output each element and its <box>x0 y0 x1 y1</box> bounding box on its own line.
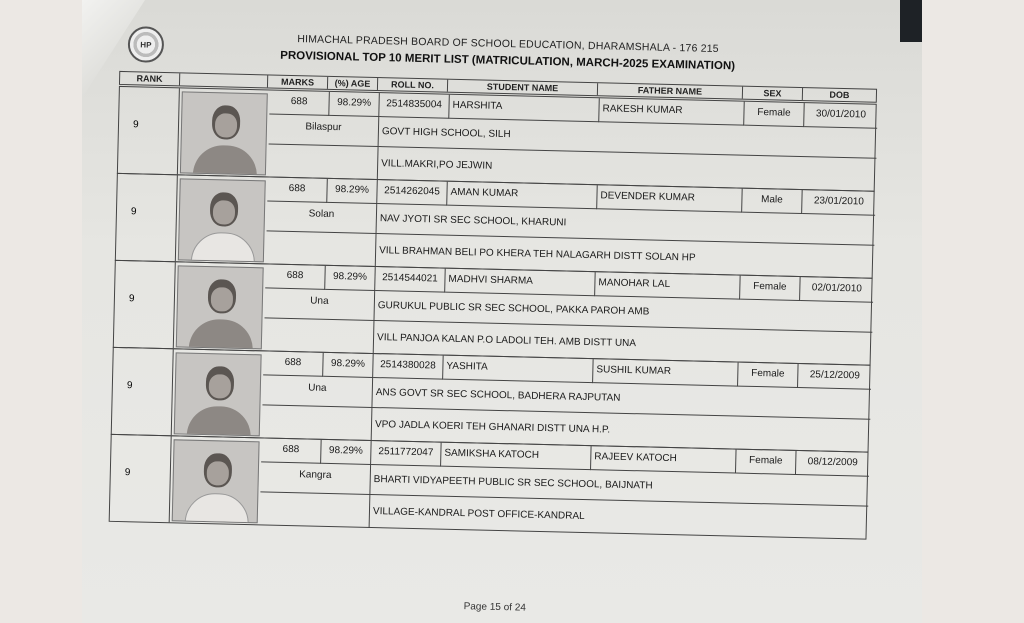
background-left <box>0 0 82 623</box>
sex-value: Male <box>742 189 803 214</box>
col-roll: ROLL NO. <box>378 78 448 92</box>
merit-list-sheet <box>82 0 922 623</box>
dob-value: 30/01/2010 <box>804 103 878 129</box>
roll-number: 2511772047 <box>371 441 442 467</box>
roll-number: 2514262045 <box>377 180 448 206</box>
blank-cell <box>268 144 379 180</box>
percent-value: 98.29% <box>329 92 380 117</box>
marks-value: 688 <box>267 177 328 202</box>
student-name: HARSHITA <box>449 95 600 123</box>
address-value: VILL BRAHMAN BELI PO KHERA TEH NALAGARH DISTT SOLAN HP <box>379 245 696 264</box>
student-name: AMAN KUMAR <box>447 182 598 210</box>
school-name: GOVT HIGH SCHOOL, SILH <box>379 117 878 159</box>
percent-value: 98.29% <box>323 353 374 378</box>
col-rank: RANK <box>120 72 180 85</box>
student-photo <box>174 352 262 436</box>
board-name: HIMACHAL PRADESH BOARD OF SCHOOL EDUCATION, DHARAMSHALA - 176 215 <box>297 33 719 56</box>
father-name: RAKESH KUMAR <box>599 98 745 125</box>
student-photo <box>172 439 260 523</box>
district-value: Bilaspur <box>269 114 380 147</box>
sex-value: Female <box>744 102 805 127</box>
document-page <box>82 0 922 623</box>
col-marks: MARKS <box>268 75 328 88</box>
rank-cell <box>114 261 176 348</box>
roll-number: 2514544021 <box>375 267 446 293</box>
marks-value: 688 <box>261 438 322 463</box>
blank-cell <box>262 405 373 441</box>
student-photo <box>178 178 266 262</box>
rank-value: 9 <box>124 467 131 479</box>
student-name: SAMIKSHA KATOCH <box>441 443 592 471</box>
rank-value: 9 <box>128 293 135 305</box>
blank-cell <box>264 318 375 354</box>
merit-record <box>109 434 869 540</box>
school-name: ANS GOVT SR SEC SCHOOL, BADHERA RAJPUTAN <box>372 378 871 420</box>
sex-value: Female <box>738 363 799 388</box>
address-value: VILLAGE-KANDRAL POST OFFICE-KANDRAL <box>372 506 585 523</box>
school-name: NAV JYOTI SR SEC SCHOOL, KHARUNI <box>377 204 876 246</box>
col-student-name: STUDENT NAME <box>448 80 598 96</box>
father-name: DEVENDER KUMAR <box>597 185 743 212</box>
father-name: MANOHAR LAL <box>595 272 741 299</box>
student-name: MADHVI SHARMA <box>445 269 596 297</box>
dob-value: 25/12/2009 <box>798 364 872 390</box>
rank-cell <box>112 348 174 435</box>
marks-value: 688 <box>269 90 330 115</box>
rank-value: 9 <box>126 380 133 392</box>
dob-value: 08/12/2009 <box>796 451 870 477</box>
student-photo <box>176 265 264 349</box>
board-emblem-icon: HP <box>128 26 165 63</box>
district-value: Una <box>262 375 373 408</box>
col-photo-blank <box>180 73 268 87</box>
sex-value: Female <box>740 276 801 301</box>
col-father-name: FATHER NAME <box>598 83 743 98</box>
col-sex: SEX <box>743 87 803 100</box>
marks-value: 688 <box>265 264 326 289</box>
col-dob: DOB <box>829 89 850 101</box>
roll-number: 2514835004 <box>379 93 450 119</box>
school-name: GURUKUL PUBLIC SR SEC SCHOOL, PAKKA PAROH AMB <box>374 291 873 333</box>
dark-background-corner <box>900 0 922 42</box>
percent-value: 98.29% <box>321 440 372 465</box>
district-value: Una <box>265 288 376 321</box>
student-photo <box>180 91 268 175</box>
rank-value: 9 <box>132 119 139 131</box>
percent-value: 98.29% <box>325 266 376 291</box>
page-title: PROVISIONAL TOP 10 MERIT LIST (MATRICULATION, MARCH-2025 EXAMINATION) <box>280 49 736 73</box>
page-number: Page 15 of 24 <box>463 601 527 614</box>
district-value: Solan <box>267 201 378 234</box>
background-right <box>922 0 1024 623</box>
blank-cell <box>266 231 377 267</box>
marks-value: 688 <box>263 351 324 376</box>
school-name: BHARTI VIDYAPEETH PUBLIC SR SEC SCHOOL, BAIJNATH <box>370 465 869 507</box>
address-value: VILL PANJOA KALAN P.O LADOLI TEH. AMB DISTT UNA <box>376 332 637 350</box>
rank-cell <box>118 87 180 174</box>
rank-value: 9 <box>130 206 137 218</box>
sex-value: Female <box>736 450 797 475</box>
dob-value: 23/01/2010 <box>802 190 876 216</box>
dob-value: 02/01/2010 <box>800 277 874 303</box>
rank-cell <box>110 435 172 522</box>
rank-cell <box>116 174 178 261</box>
percent-value: 98.29% <box>327 179 378 204</box>
address-value: VILL.MAKRI,PO JEJWIN <box>381 158 493 172</box>
student-name: YASHITA <box>443 356 594 384</box>
address-value: VPO JADLA KOERI TEH GHANARI DISTT UNA H.P. <box>374 419 611 436</box>
roll-number: 2514380028 <box>373 354 444 380</box>
district-value: Kangra <box>260 462 371 495</box>
father-name: RAJEEV KATOCH <box>591 446 737 473</box>
blank-cell <box>260 492 371 528</box>
col-percent: (%) AGE <box>328 77 378 90</box>
father-name: SUSHIL KUMAR <box>593 359 739 386</box>
